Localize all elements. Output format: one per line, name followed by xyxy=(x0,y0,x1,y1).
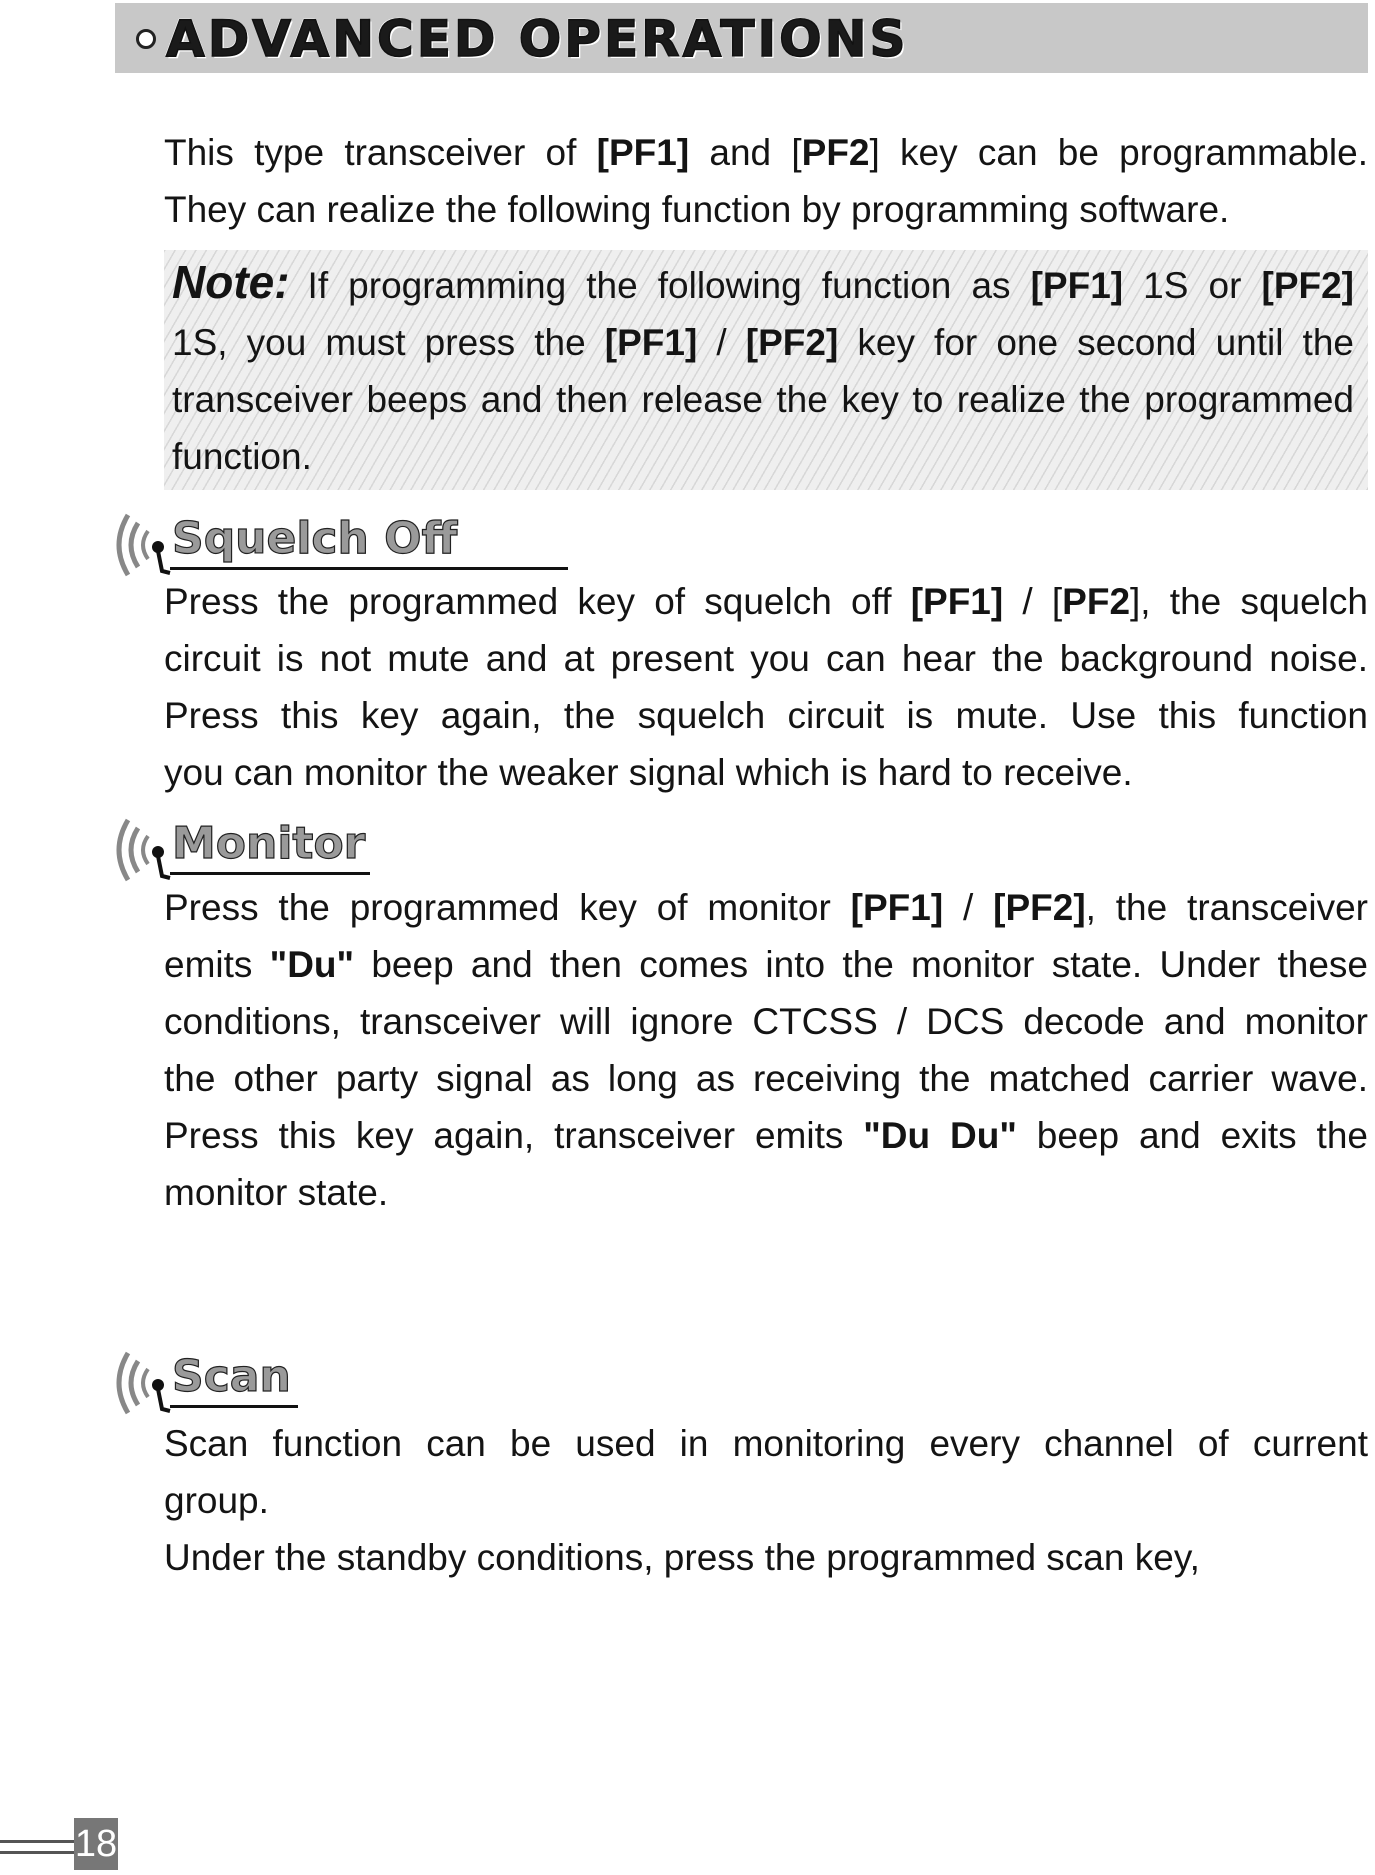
radio-signal-icon xyxy=(110,810,176,890)
page-number-rule xyxy=(0,1840,74,1854)
header-bullet-icon xyxy=(136,29,156,49)
note-line: 1S, you must press the [PF1] / [PF2] key for one second until the xyxy=(172,322,1354,363)
intro-line: They can realize the following function by programming software. xyxy=(164,189,1230,230)
body-line: Press the programmed key of monitor [PF1] / [PF2], the transceiver xyxy=(164,887,1368,928)
section-body-squelch-off xyxy=(164,573,1368,801)
note-text xyxy=(172,254,1354,485)
section-heading-monitor xyxy=(110,810,510,890)
section-heading-scan xyxy=(110,1343,510,1423)
body-line: emits "Du" beep and then comes into the monitor state. Under these xyxy=(164,944,1368,985)
page-number: 18 xyxy=(74,1818,118,1870)
page-title: ADVANCED OPERATIONS xyxy=(166,10,909,68)
body-line: conditions, transceiver will ignore CTCSS / DCS decode and monitor xyxy=(164,1001,1368,1042)
body-line: Press this key again, transceiver emits "Du Du" beep and exits the xyxy=(164,1115,1368,1156)
body-line: you can monitor the weaker signal which is hard to receive. xyxy=(164,752,1133,793)
intro-line: This type transceiver of [PF1] and [PF2] key can be programmable. xyxy=(164,132,1369,173)
note-line: Note: If programming the following function as [PF1] 1S or [PF2] xyxy=(172,256,1354,308)
body-line: group. xyxy=(164,1480,269,1521)
radio-signal-icon xyxy=(110,1343,176,1423)
heading-underline xyxy=(170,872,370,875)
body-line: Press the programmed key of squelch off [PF1] / [PF2], the squelch xyxy=(164,581,1368,622)
section-title: Squelch Off xyxy=(172,513,458,564)
body-line: circuit is not mute and at present you can hear the background noise. xyxy=(164,638,1368,679)
section-body-monitor xyxy=(164,879,1368,1221)
body-line: Scan function can be used in monitoring every channel of current xyxy=(164,1423,1368,1464)
note-label: Note: xyxy=(172,256,290,308)
body-line: Press this key again, the squelch circuit is mute. Use this function xyxy=(164,695,1368,736)
body-line: monitor state. xyxy=(164,1172,389,1213)
section-body-scan xyxy=(164,1415,1368,1586)
intro-paragraph xyxy=(164,124,1368,238)
body-line: Under the standby conditions, press the programmed scan key, xyxy=(164,1537,1200,1578)
body-line: the other party signal as long as receiving the matched carrier wave. xyxy=(164,1058,1368,1099)
note-line: function. xyxy=(172,436,312,477)
note-line: transceiver beeps and then release the key to realize the programmed xyxy=(172,379,1354,420)
section-title: Monitor xyxy=(172,818,366,869)
section-title: Scan xyxy=(172,1351,291,1402)
heading-underline xyxy=(170,1405,298,1408)
heading-underline xyxy=(170,567,568,570)
